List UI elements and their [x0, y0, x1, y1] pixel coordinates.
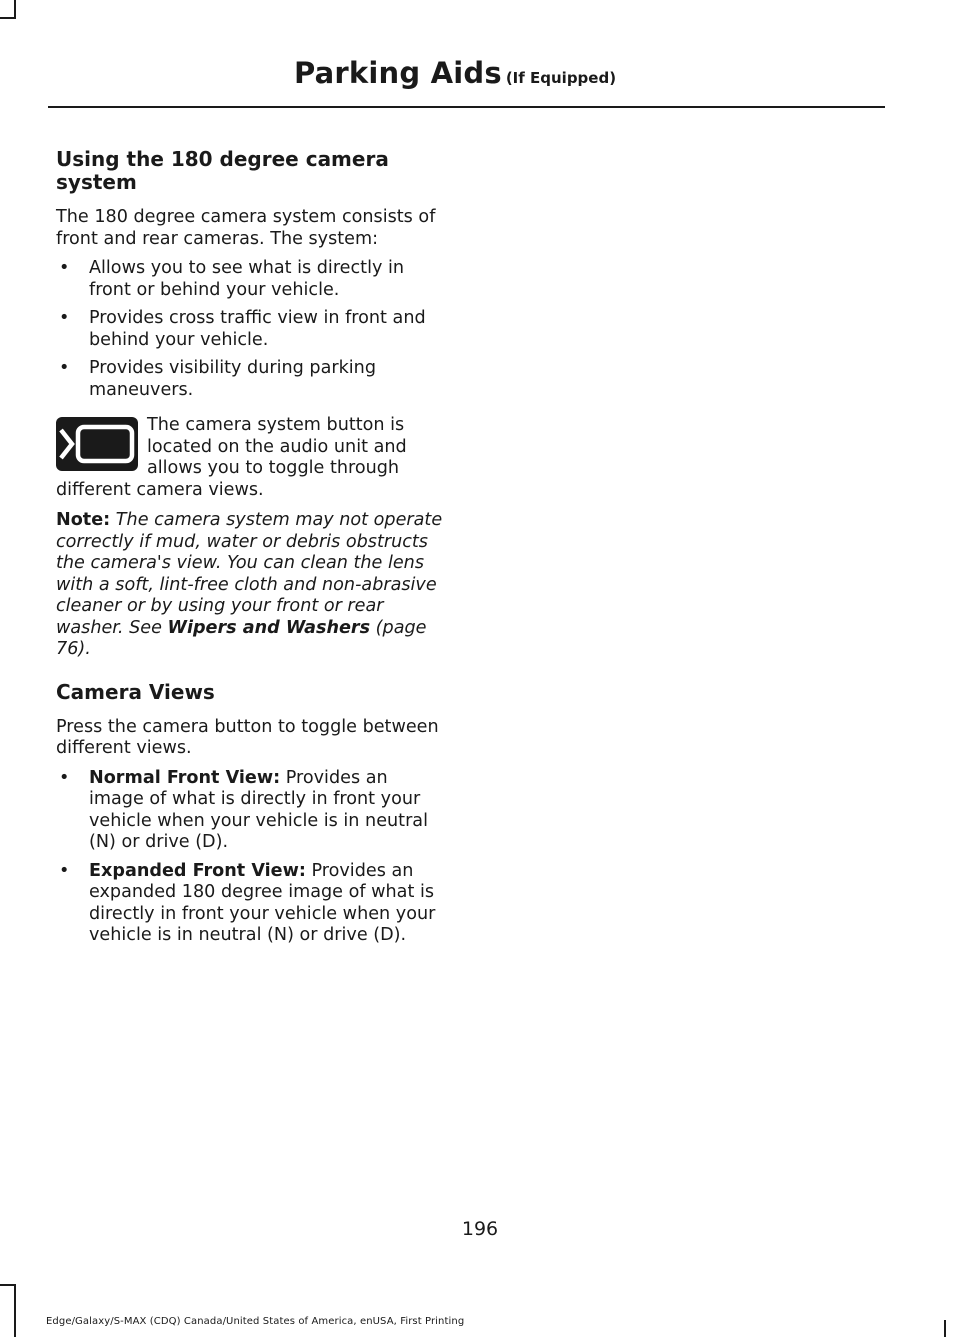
camera-icon-graphic [56, 417, 138, 471]
camera-button-text: The camera system button is located on the audio unit and allows you to toggle through different camera views. [56, 415, 407, 500]
bullet-glyph: • [59, 860, 70, 881]
header-rule [48, 106, 885, 108]
page-title: Parking Aids [293, 56, 502, 90]
list-item [56, 768, 448, 854]
list-item [56, 258, 448, 301]
crop-mark-top-left-vertical [14, 0, 16, 18]
bullet-glyph: • [59, 308, 70, 328]
list-item-text: Provides cross traffic view in front and behind your vehicle. [89, 308, 426, 350]
list-item [56, 308, 448, 351]
camera-button-description [56, 415, 448, 501]
section-intro: The 180 degree camera system consists of front and rear cameras. The system: [56, 207, 436, 249]
camera-views-list [56, 768, 448, 947]
list-item-text: Allows you to see what is directly in front or behind your vehicle. [89, 258, 404, 300]
note-paragraph [56, 510, 448, 661]
crop-mark-bottom-left-horizontal [0, 1284, 16, 1286]
bullet-glyph: • [59, 358, 70, 378]
crop-mark-top-left-horizontal [0, 17, 16, 19]
note-label: Note: [56, 510, 111, 530]
list-item [56, 358, 448, 401]
section-intro: Press the camera button to toggle between different views. [56, 716, 439, 758]
camera-views-section [56, 681, 448, 947]
section-heading-180-camera: Using the 180 degree camera system [56, 147, 389, 194]
view-name: Normal Front View: [89, 767, 281, 788]
note-text: The camera system may not operate correctly if mud, water or debris obstructs the camera's view. You can clean the lens with a soft, lint-free cloth and non-abrasive cleaner or by using your front or rear washer. See [56, 510, 443, 638]
view-name: Expanded Front View: [89, 860, 306, 881]
cross-reference-link[interactable]: Wipers and Washers [167, 617, 371, 638]
view-description: Provides an image of what is directly in front your vehicle when your vehicle is in neutral (N) or drive (D). [89, 767, 428, 852]
bullet-glyph: • [59, 767, 70, 788]
view-description: Provides an expanded 180 degree image of what is directly in front your vehicle when your vehicle is in neutral (N) or drive (D). [89, 860, 436, 945]
section-heading-camera-views: Camera Views [56, 679, 215, 704]
feature-list [56, 258, 448, 401]
bullet-glyph: • [59, 258, 70, 278]
crop-mark-bottom-right-vertical [944, 1320, 946, 1337]
main-content [56, 148, 448, 957]
page-header [0, 56, 960, 90]
crop-mark-bottom-left-vertical [14, 1284, 16, 1337]
camera-system-button-icon [56, 417, 138, 471]
page-number: 196 [461, 1218, 499, 1240]
document-footer: Edge/Galaxy/S-MAX (CDQ) Canada/United States of America, enUSA, First Printing [46, 1316, 465, 1327]
page-title-suffix: (If Equipped) [505, 69, 617, 87]
list-item [56, 861, 448, 947]
list-item-text: Provides visibility during parking maneuvers. [89, 358, 376, 400]
cross-reference-page: (page 76). [56, 617, 427, 659]
